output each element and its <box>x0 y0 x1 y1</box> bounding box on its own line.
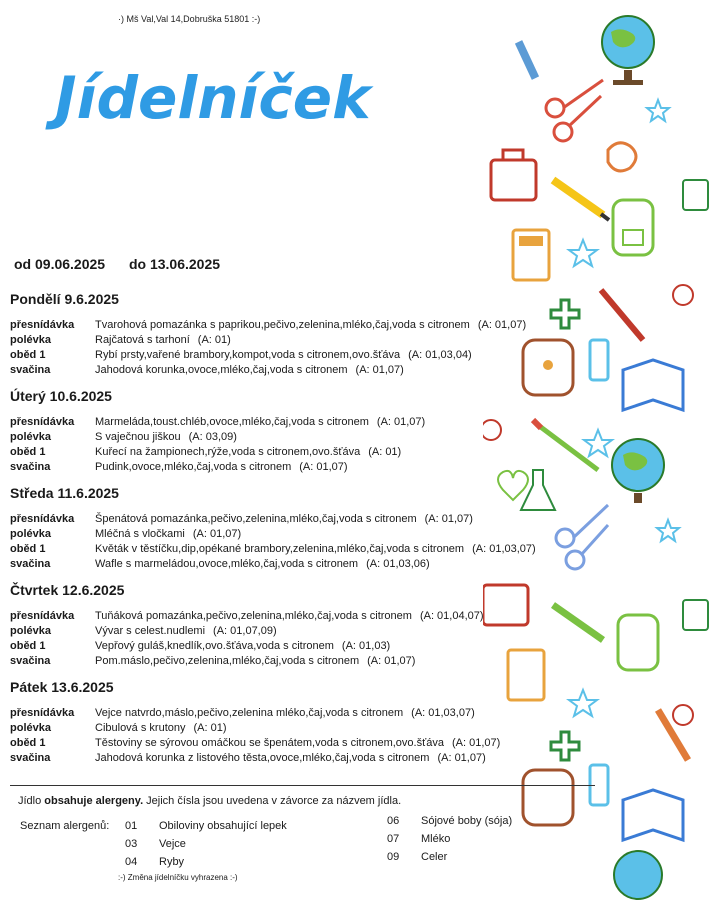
meal-allergens: (A: 01,03,04) <box>408 349 472 361</box>
meal-type: oběd 1 <box>10 737 46 749</box>
meal-allergens: (A: 01,07) <box>376 416 426 428</box>
book-icon <box>623 360 683 840</box>
meal-row <box>10 527 630 542</box>
meal-desc: Tuňáková pomazánka,pečivo,zelenina,mléko,čaj,voda s citronem <box>95 610 412 622</box>
meal-row <box>10 609 630 624</box>
meal-desc: Vepřový guláš,knedlík,ovo.šťáva,voda s citronem <box>95 640 334 652</box>
meal-type: svačina <box>10 364 51 376</box>
pencil-icon <box>515 40 539 80</box>
day-section <box>10 291 630 378</box>
allergen-item: 04 Ryby <box>125 856 185 868</box>
meal-desc: Těstoviny se sýrovou omáčkou se špenátem,voda s citronem,ovo.šťáva <box>95 737 444 749</box>
weekly-menu <box>10 291 630 776</box>
meal-desc: Tvarohová pomazánka s paprikou,pečivo,zelenina,mléko,čaj,voda s citronem <box>95 319 470 331</box>
meal-type: polévka <box>10 528 51 540</box>
meal-allergens: (A: 01) <box>197 334 231 346</box>
meal-row <box>10 736 630 751</box>
meal-type: přesnídávka <box>10 707 75 719</box>
meal-allergens: (A: 01,07) <box>367 655 416 667</box>
meal-desc: Wafle s marmeládou,ovoce,mléko,čaj,voda s citronem <box>95 558 359 570</box>
meal-allergens: (A: 01,07) <box>477 319 527 331</box>
calculator-icon <box>513 230 549 280</box>
meal-type: oběd 1 <box>10 640 46 652</box>
date-range <box>14 256 240 272</box>
meal-type: polévka <box>10 431 51 443</box>
meal-type: polévka <box>10 722 51 734</box>
meal-desc: Pudink,ovoce,mléko,čaj,voda s citronem <box>95 461 292 473</box>
meal-desc: Marmeláda,toust.chléb,ovoce,mléko,čaj,voda s citronem <box>95 416 369 428</box>
allergen-note-text: Jídlo <box>18 795 45 807</box>
day-title: Úterý 10.6.2025 <box>10 388 112 404</box>
meal-row <box>10 512 630 527</box>
allergen-list-label: Seznam alergenů: <box>20 820 110 832</box>
meal-allergens: (A: 01,07) <box>451 737 501 749</box>
meal-type: oběd 1 <box>10 543 46 555</box>
allergen-item: 01 Obiloviny obsahující lepek <box>125 820 287 832</box>
day-title: Středa 11.6.2025 <box>10 485 119 501</box>
meal-allergens: (A: 01,03,07) <box>472 543 536 555</box>
allergen-note-bold: obsahuje alergeny. <box>44 795 144 807</box>
meal-row <box>10 348 630 363</box>
allergen-note-text: Jejich čísla jsou uvedena v závorce za názvem jídla. <box>143 795 402 807</box>
meal-row <box>10 706 630 721</box>
meal-row <box>10 430 630 445</box>
pencil-icon <box>553 180 609 220</box>
meal-type: svačina <box>10 655 51 667</box>
meal-desc: Kuřecí na žampionech,rýže,voda s citronem,ovo.šťáva <box>95 446 361 458</box>
meal-allergens: (A: 01,07) <box>424 513 473 525</box>
meal-desc: Špenátová pomazánka,pečivo,zelenina,mléko,čaj,voda s citronem <box>95 513 417 525</box>
meal-type: přesnídávka <box>10 416 75 428</box>
day-title: Pátek 13.6.2025 <box>10 679 114 695</box>
meal-allergens: (A: 01,03,06) <box>366 558 430 570</box>
divider <box>10 785 595 786</box>
allergen-note <box>18 795 401 807</box>
meal-row <box>10 363 630 378</box>
meal-type: svačina <box>10 752 51 764</box>
meal-row <box>10 318 630 333</box>
meal-allergens: (A: 03,09) <box>188 431 237 443</box>
meal-desc: Mléčná s vločkami <box>95 528 185 540</box>
meal-row <box>10 751 630 766</box>
meal-row <box>10 721 630 736</box>
date-to: do 13.06.2025 <box>128 256 221 272</box>
day-section <box>10 582 630 669</box>
meal-allergens: (A: 01,07) <box>437 752 486 764</box>
meal-row <box>10 333 630 348</box>
school-header: ·) Mš Val,Val 14,Dobruška 51801 :-) <box>118 14 261 24</box>
meal-allergens: (A: 01,07) <box>355 364 404 376</box>
meal-desc: Květák v těstíčku,dip,opékané brambory,zelenina,mléko,čaj,voda s citronem <box>95 543 465 555</box>
day-title: Čtvrtek 12.6.2025 <box>10 582 125 598</box>
meal-allergens: (A: 01,07) <box>192 528 242 540</box>
tag-icon <box>683 180 708 630</box>
allergen-item: 07 Mléko <box>387 833 451 845</box>
meal-desc: Rajčatová s tarhoní <box>95 334 190 346</box>
allergen-item: 09 Celer <box>387 851 448 863</box>
day-section <box>10 485 630 572</box>
briefcase-icon <box>491 150 536 200</box>
day-title: Pondělí 9.6.2025 <box>10 291 119 307</box>
allergen-legend <box>20 815 560 888</box>
meal-allergens: (A: 01,03) <box>341 640 391 652</box>
meal-desc: Vývar s celest.nudlemi <box>95 625 206 637</box>
meal-type: oběd 1 <box>10 349 46 361</box>
meal-desc: Rybí prsty,vařené brambory,kompot,voda s citronem,ovo.šťáva <box>95 349 401 361</box>
meal-type: přesnídávka <box>10 319 75 331</box>
meal-row <box>10 654 630 669</box>
meal-type: oběd 1 <box>10 446 46 458</box>
meal-allergens: (A: 01,04,07) <box>419 610 484 622</box>
meal-row <box>10 415 630 430</box>
meal-type: polévka <box>10 625 51 637</box>
meal-type: polévka <box>10 334 51 346</box>
meal-desc: Jahodová korunka z listového těsta,ovoce,mléko,čaj,voda s citronem <box>95 752 430 764</box>
meal-desc: Vejce natvrdo,máslo,pečivo,zelenina mléko,čaj,voda s citronem <box>95 707 404 719</box>
meal-row <box>10 542 630 557</box>
meal-allergens: (A: 01) <box>368 446 402 458</box>
scissors-icon <box>546 80 603 141</box>
meal-row <box>10 639 630 654</box>
meal-row <box>10 624 630 639</box>
date-from: od 09.06.2025 <box>14 256 106 272</box>
allergen-item: 06 Sójové boby (sója) <box>387 815 513 827</box>
meal-allergens: (A: 01,07,09) <box>213 625 277 637</box>
backpack-icon <box>613 200 653 255</box>
page-title: Jídelníček <box>55 64 371 132</box>
meal-desc: Cibulová s krutony <box>95 722 186 734</box>
meal-allergens: (A: 01) <box>193 722 227 734</box>
meal-row <box>10 557 630 572</box>
meal-desc: Pom.máslo,pečivo,zelenina,mléko,čaj,voda s citronem <box>95 655 360 667</box>
meal-type: přesnídávka <box>10 513 75 525</box>
meal-type: svačina <box>10 461 51 473</box>
meal-row <box>10 460 630 475</box>
globe-icon <box>602 16 654 85</box>
meal-type: přesnídávka <box>10 610 75 622</box>
handprint-icon <box>608 143 636 171</box>
allergen-item: 03 Vejce <box>125 838 186 850</box>
day-section <box>10 679 630 766</box>
meal-allergens: (A: 01,07) <box>299 461 348 473</box>
footer-note: :-) Změna jídelníčku vyhrazena :-) <box>118 873 238 882</box>
meal-row <box>10 445 630 460</box>
meal-desc: Jahodová korunka,ovoce,mléko,čaj,voda s citronem <box>95 364 348 376</box>
meal-allergens: (A: 01,03,07) <box>411 707 475 719</box>
meal-desc: S vaječnou jiškou <box>95 431 181 443</box>
meal-type: svačina <box>10 558 51 570</box>
day-section <box>10 388 630 475</box>
